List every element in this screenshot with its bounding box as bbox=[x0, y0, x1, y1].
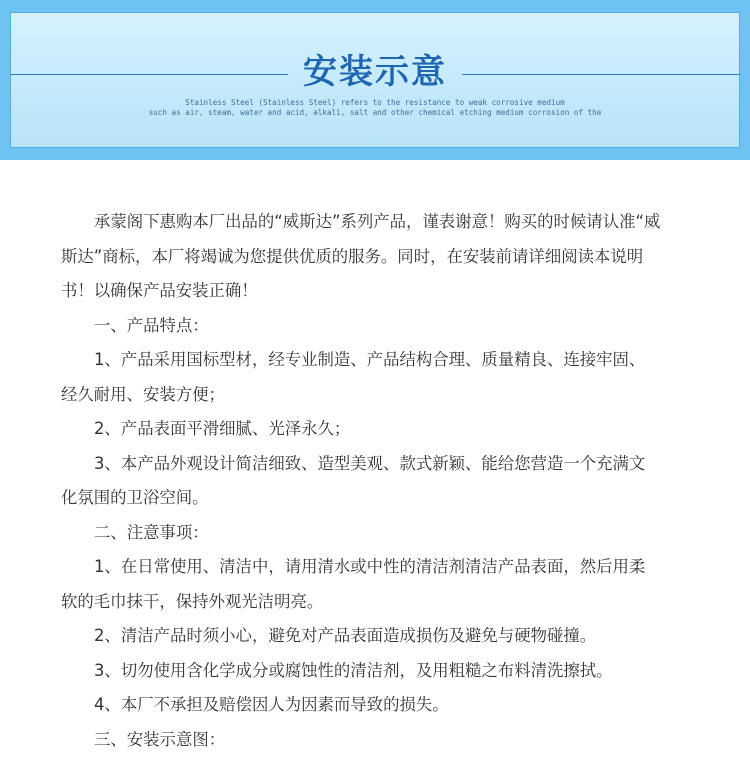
feature-item-1: 1、产品采用国标型材，经专业制造、产品结构合理、质量精良、连接牢固、经久耐用、安装方便； bbox=[61, 350, 646, 404]
feature-item-2: 2、产品表面平滑细腻、光泽永久； bbox=[94, 419, 351, 438]
intro-paragraph: 承蒙阁下惠购本厂出品的“威斯达”系列产品，谨表谢意！购买的时候请认准“威斯达”商标，本厂将竭诚为您提供优质的服务。同时，在安装前请详细阅读本说明书！以确保产品安装正确！ bbox=[61, 212, 661, 300]
note-item-1: 1、在日常使用、清洁中，请用清水或中性的清洁剂清洁产品表面，然后用柔软的毛巾抹干，保持外观光洁明亮。 bbox=[61, 557, 646, 611]
note-item-4: 4、本厂不承担及赔偿因人为因素而导致的损失。 bbox=[94, 695, 449, 714]
section-heading-diagram: 三、安装示意图： bbox=[94, 729, 226, 749]
page-title: 安装示意 bbox=[303, 52, 447, 92]
subtitle-line-2: such as air, steam, water and acid, alkali, salt and other chemical etching medium corrosion of the bbox=[148, 108, 602, 117]
section-heading-notes: 二、注意事项： bbox=[94, 522, 209, 542]
subtitle-line-1: Stainless Steel (Stainless Steel) refers to the resistance to weak corrosive medium bbox=[185, 98, 565, 107]
section-heading-features: 一、产品特点： bbox=[94, 315, 209, 335]
note-item-2: 2、清洁产品时须小心，避免对产品表面造成损伤及避免与硬物碰撞。 bbox=[94, 626, 597, 645]
note-item-3: 3、切勿使用含化学成分或腐蚀性的清洁剂，及用粗糙之布料清洗擦拭。 bbox=[94, 660, 613, 680]
header-banner bbox=[0, 0, 750, 160]
feature-item-3: 3、本产品外观设计简洁细致、造型美观、款式新颖、能给您营造一个充满文化氛围的卫浴空间。 bbox=[61, 453, 646, 507]
instruction-text bbox=[61, 205, 661, 757]
